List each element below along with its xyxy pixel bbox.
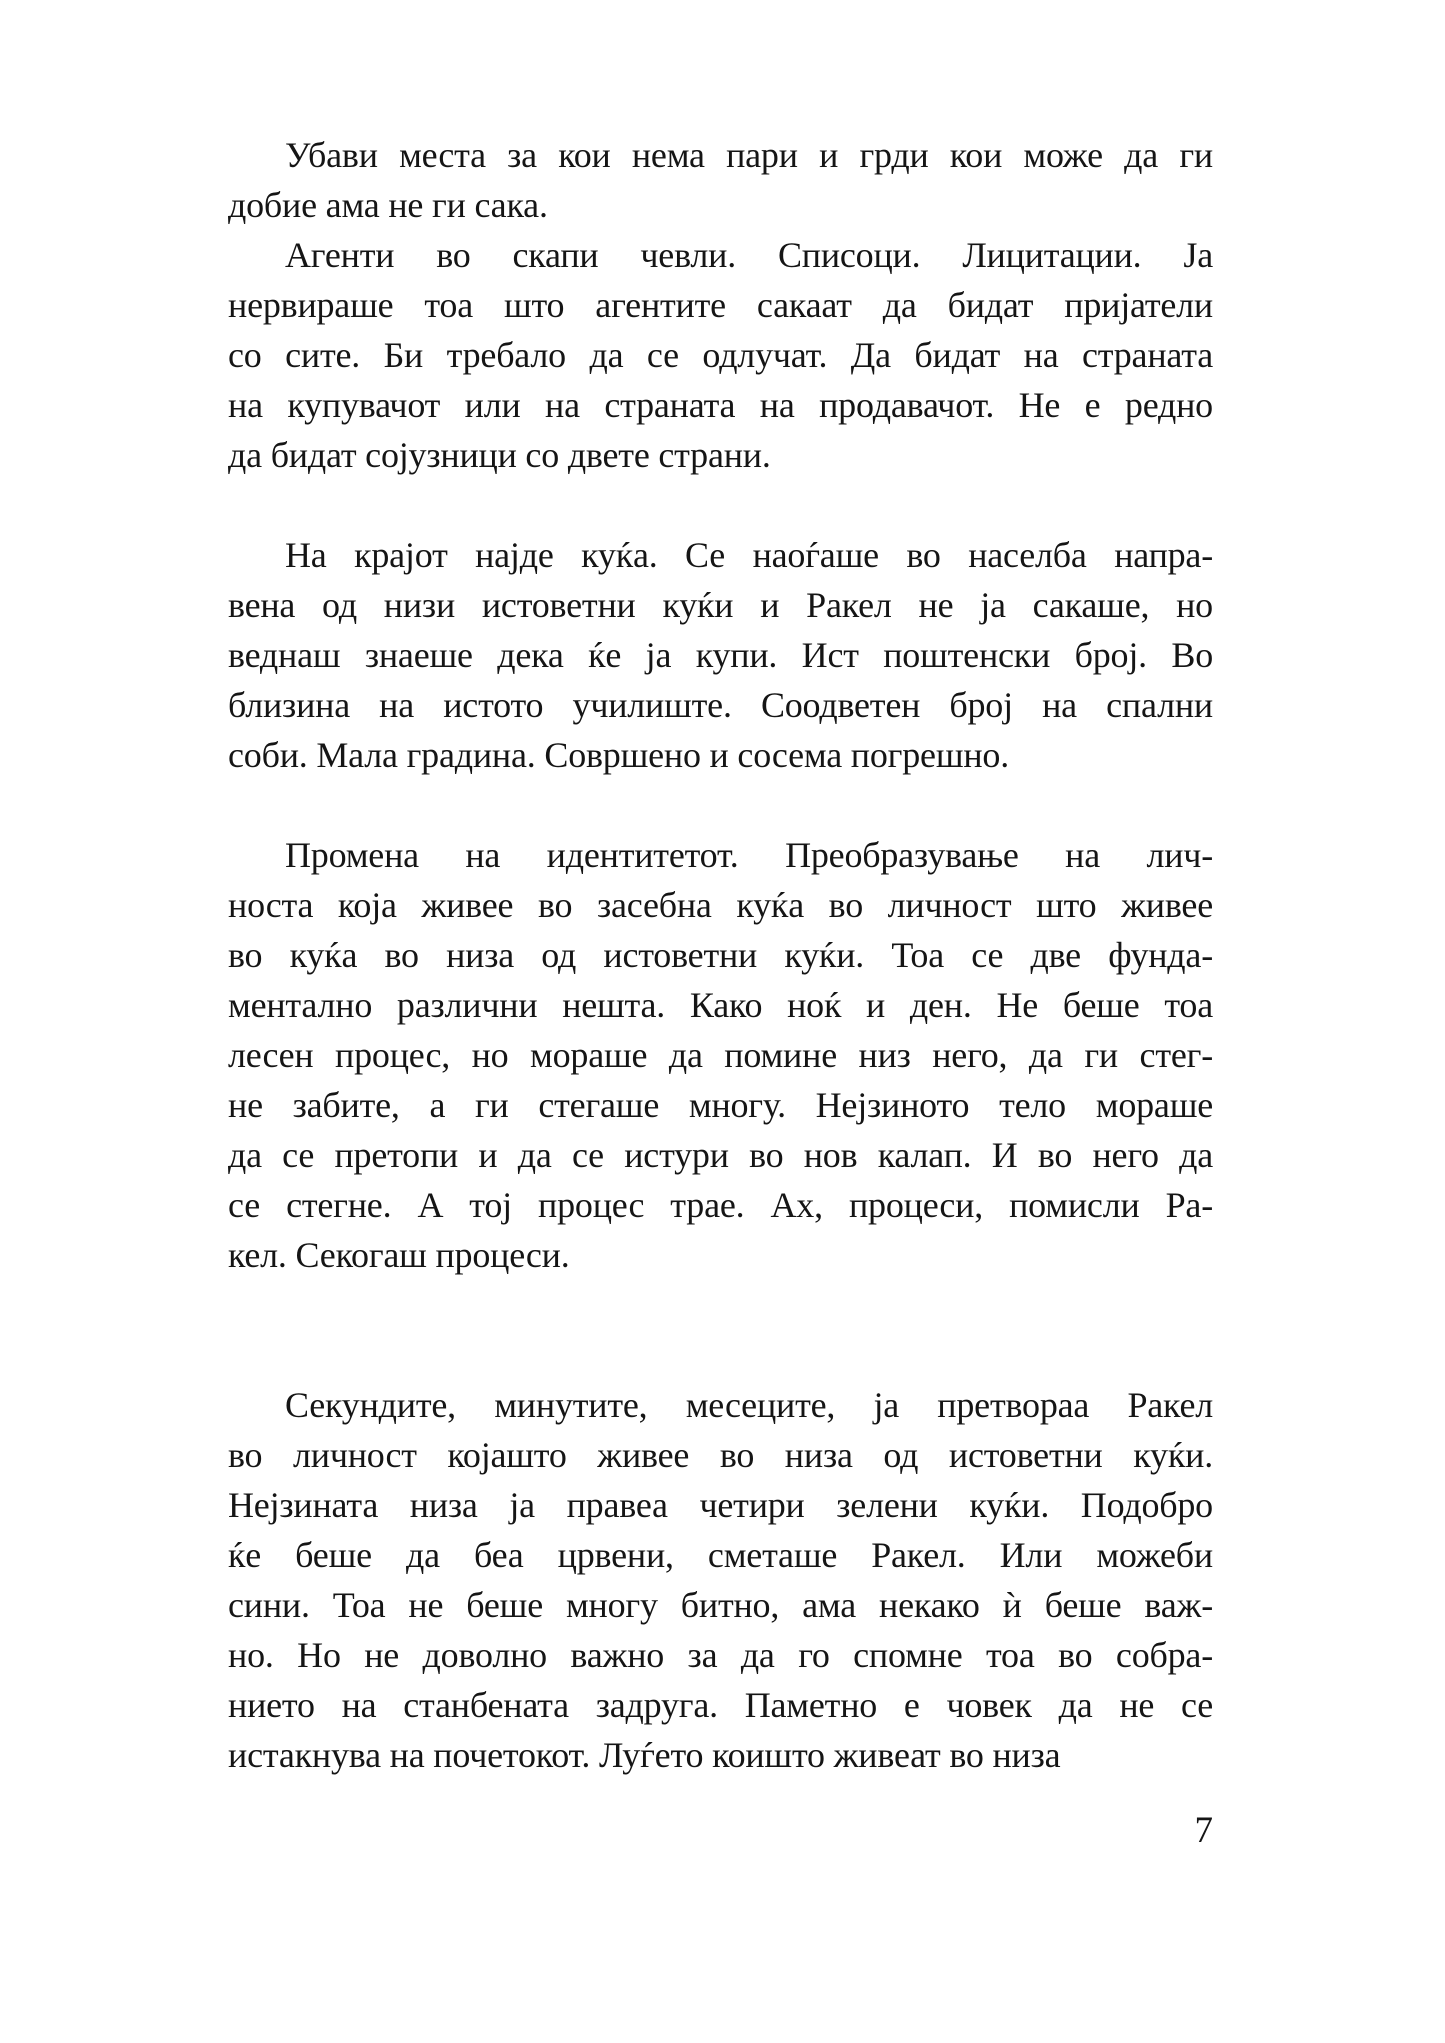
- text-line: но. Но не доволно важно за да го спомне тоа во собра-: [228, 1635, 1213, 1675]
- text-line: истакнува на почетокот. Луѓето коишто живеат во низа: [228, 1735, 1061, 1775]
- paragraph: [228, 530, 1213, 780]
- text-line: нието на станбената задруга. Паметно е човек да не се: [228, 1685, 1213, 1725]
- text-line: Убави места за кои нема пари и грди кои може да ги: [285, 135, 1213, 175]
- text-line: На крајот најде куќа. Се наоѓаше во населба напра-: [285, 535, 1213, 575]
- text-line: вена од низи истоветни куќи и Ракел не ја сакаше, но: [228, 585, 1213, 625]
- text-line: соби. Мала градина. Совршено и сосема погрешно.: [228, 735, 1010, 775]
- text-line: веднаш знаеше дека ќе ја купи. Ист поштенски број. Во: [228, 635, 1213, 675]
- text-line: не забите, а ги стегаше многу. Нејзиното тело мораше: [228, 1085, 1213, 1125]
- text-line: лесен процес, но мораше да помине низ него, да ги стег-: [228, 1035, 1213, 1075]
- text-line: на купувачот или на страната на продавачот. Не е редно: [228, 385, 1213, 425]
- text-line: се стегне. А тој процес трае. Ах, процеси, помисли Ра-: [228, 1185, 1213, 1225]
- text-line: ќе беше да беа црвени, сметаше Ракел. Или можеби: [228, 1535, 1213, 1575]
- text-line: сини. Тоа не беше многу битно, ама некако ѝ беше важ-: [228, 1585, 1213, 1625]
- text-line: со сите. Би требало да се одлучат. Да бидат на страната: [228, 335, 1213, 375]
- text-line: добие ама не ги сака.: [228, 185, 548, 225]
- text-line: Агенти во скапи чевли. Списоци. Лицитации. Ја: [285, 235, 1213, 275]
- body-text: [228, 130, 1213, 1780]
- text-line: Секундите, минутите, месеците, ја претвораа Ракел: [285, 1385, 1213, 1425]
- paragraph: [228, 1380, 1213, 1780]
- paragraph: [228, 830, 1213, 1280]
- text-line: кел. Секогаш процеси.: [228, 1235, 570, 1275]
- text-line: носта која живее во засебна куќа во личност што живее: [228, 885, 1213, 925]
- text-line: во личност којашто живее во низа од истоветни куќи.: [228, 1435, 1213, 1475]
- text-line: во куќа во низа од истоветни куќи. Тоа се две фунда-: [228, 935, 1213, 975]
- text-line: Нејзината низа ја правеа четири зелени куќи. Подобро: [228, 1485, 1213, 1525]
- text-line: нервираше тоа што агентите сакаат да бидат пријатели: [228, 285, 1213, 325]
- text-line: Промена на идентитетот. Преобразување на лич-: [285, 835, 1213, 875]
- text-line: близина на истото училиште. Соодветен број на спални: [228, 685, 1213, 725]
- text-line: ментално различни нешта. Како ноќ и ден. Не беше тоа: [228, 985, 1213, 1025]
- page-number: 7: [1194, 1810, 1213, 1851]
- text-line: да бидат сојузници со двете страни.: [228, 435, 771, 475]
- paragraph: [228, 230, 1213, 480]
- paragraph: [228, 130, 1213, 230]
- text-line: да се претопи и да се истури во нов калап. И во него да: [228, 1135, 1213, 1175]
